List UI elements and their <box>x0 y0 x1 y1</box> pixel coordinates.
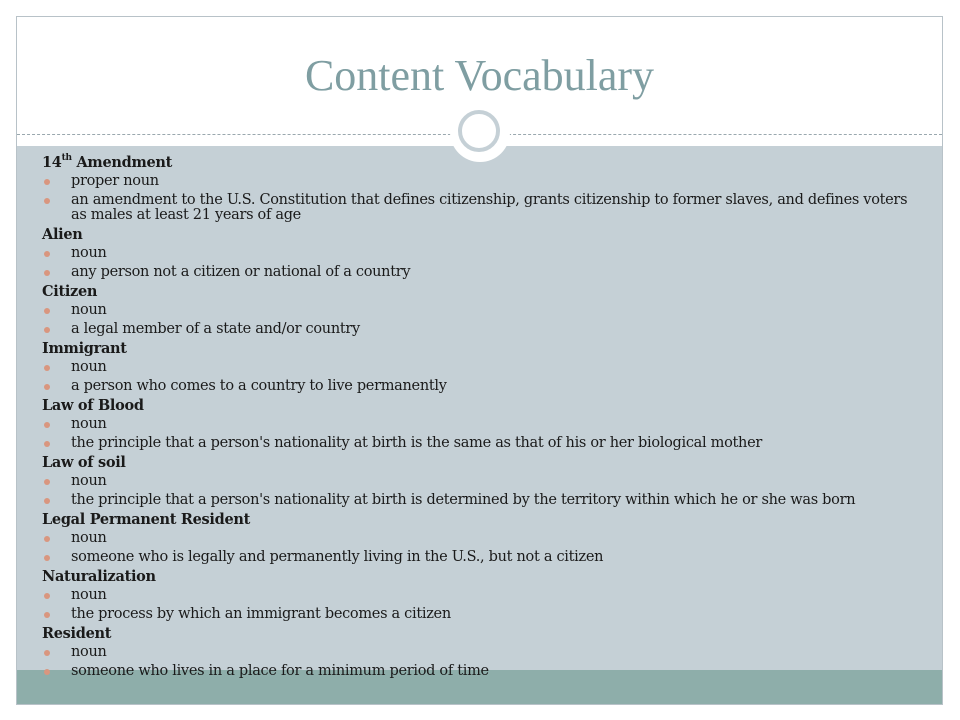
bullet-icon <box>44 536 50 542</box>
term-heading: Legal Permanent Resident <box>42 511 251 528</box>
term-heading: Naturalization <box>42 568 156 585</box>
bullet-icon <box>44 669 50 675</box>
list-item: a person who comes to a country to live permanently <box>42 377 922 396</box>
list-item: noun <box>42 586 922 605</box>
term-heading: 14th Amendment <box>42 153 173 171</box>
term-heading: Alien <box>42 226 83 243</box>
bullet-icon <box>44 555 50 561</box>
list-item: the process by which an immigrant becomes a citizen <box>42 605 922 624</box>
list-item: the principle that a person's nationality at birth is the same as that of his or her biological mother <box>42 434 922 453</box>
bullet-icon <box>44 441 50 447</box>
bullet-icon <box>44 650 50 656</box>
bullet-icon <box>44 251 50 257</box>
term-heading: Law of Blood <box>42 397 144 414</box>
bullet-icon <box>44 498 50 504</box>
term-heading: Resident <box>42 625 112 642</box>
list-item: any person not a citizen or national of a country <box>42 263 922 282</box>
list-item: noun <box>42 358 922 377</box>
bullet-icon <box>44 308 50 314</box>
list-item: noun <box>42 301 922 320</box>
bullet-icon <box>44 384 50 390</box>
list-item: someone who lives in a place for a minimum period of time <box>42 662 922 681</box>
vocabulary-list <box>42 153 922 681</box>
bullet-icon <box>44 422 50 428</box>
bullet-icon <box>44 612 50 618</box>
list-item: a legal member of a state and/or country <box>42 320 922 339</box>
list-item: proper noun <box>42 172 922 191</box>
term-heading: Immigrant <box>42 340 127 357</box>
list-item: someone who is legally and permanently living in the U.S., but not a citizen <box>42 548 922 567</box>
bullet-icon <box>44 198 50 204</box>
list-item: the principle that a person's nationality at birth is determined by the territory within which he or she was born <box>42 491 922 510</box>
term-heading: Law of soil <box>42 454 126 471</box>
ring-icon <box>458 110 500 152</box>
bullet-icon <box>44 327 50 333</box>
slide-title: Content Vocabulary <box>304 51 655 100</box>
list-item: noun <box>42 244 922 263</box>
list-item: noun <box>42 643 922 662</box>
list-item: an amendment to the U.S. Constitution that defines citizenship, grants citizenship to former slaves, and defines voters as males at least 21 years of age <box>42 191 922 225</box>
list-item: noun <box>42 415 922 434</box>
term-heading: Citizen <box>42 283 98 300</box>
bullet-icon <box>44 593 50 599</box>
bullet-icon <box>44 270 50 276</box>
list-item: noun <box>42 472 922 491</box>
bullet-icon <box>44 179 50 185</box>
bullet-icon <box>44 365 50 371</box>
bullet-icon <box>44 479 50 485</box>
list-item: noun <box>42 529 922 548</box>
